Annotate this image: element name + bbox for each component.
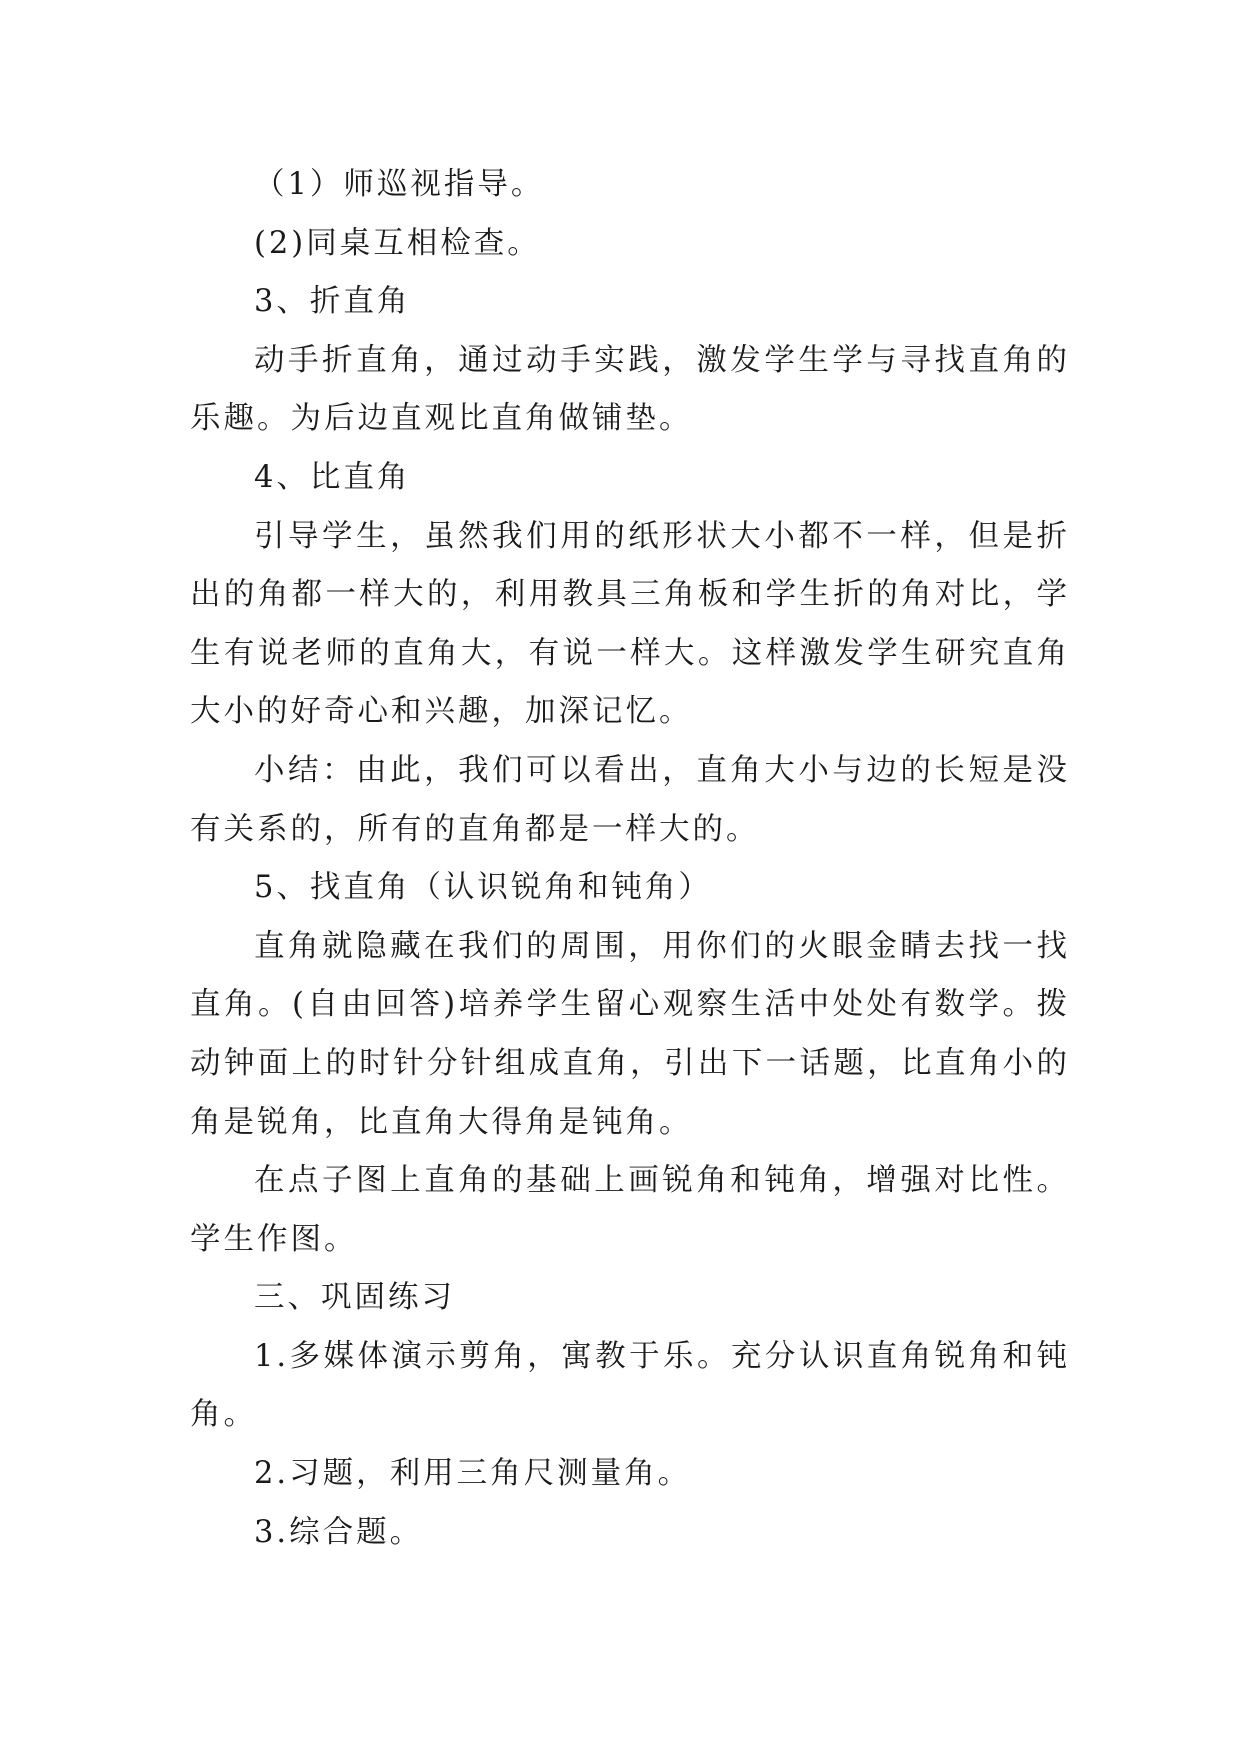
list-item-multimedia: 1.多媒体演示剪角，寓教于乐。充分认识直角锐角和钝角。 bbox=[190, 1338, 1070, 1433]
list-item-comprehensive: 3.综合题。 bbox=[254, 1514, 424, 1550]
paragraph-summary: 小结：由此，我们可以看出，直角大小与边的长短是没有关系的，所有的直角都是一样大的。 bbox=[190, 752, 1070, 847]
paragraph-find-right-angle: 直角就隐藏在我们的周围，用你们的火眼金睛去找一找直角。(自由回答)培养学生留心观察生活中处处有数学。拨动钟面上的时针分针组成直角，引出下一话题，比直角小的角是锐角，比直角大得角是钝角。 bbox=[190, 928, 1070, 1140]
heading-consolidation-practice: 三、巩固练习 bbox=[254, 1280, 455, 1316]
paragraph-fold-right-angle: 动手折直角，通过动手实践，激发学生学与寻找直角的乐趣。为后边直观比直角做铺垫。 bbox=[190, 342, 1070, 437]
list-item-exercises: 2.习题，利用三角尺测量角。 bbox=[254, 1456, 692, 1492]
document-body bbox=[190, 156, 1070, 1562]
heading-fold-right-angle: 3、折直角 bbox=[254, 284, 411, 320]
paragraph-peer-check: (2)同桌互相检查。 bbox=[254, 225, 541, 261]
paragraph-dot-diagram: 在点子图上直角的基础上画锐角和钝角，增强对比性。学生作图。 bbox=[190, 1163, 1070, 1257]
paragraph-teacher-guidance: （1）师巡视指导。 bbox=[254, 167, 545, 202]
heading-compare-right-angle: 4、比直角 bbox=[254, 459, 411, 495]
paragraph-compare-right-angle: 引导学生，虽然我们用的纸形状大小都不一样，但是折出的角都一样大的，利用教具三角板和学生折的角对比，学生有说老师的直角大，有说一样大。这样激发学生研究直角大小的好奇心和兴趣，加深记忆。 bbox=[190, 518, 1070, 730]
heading-find-right-angle: 5、找直角（认识锐角和钝角） bbox=[254, 870, 712, 906]
